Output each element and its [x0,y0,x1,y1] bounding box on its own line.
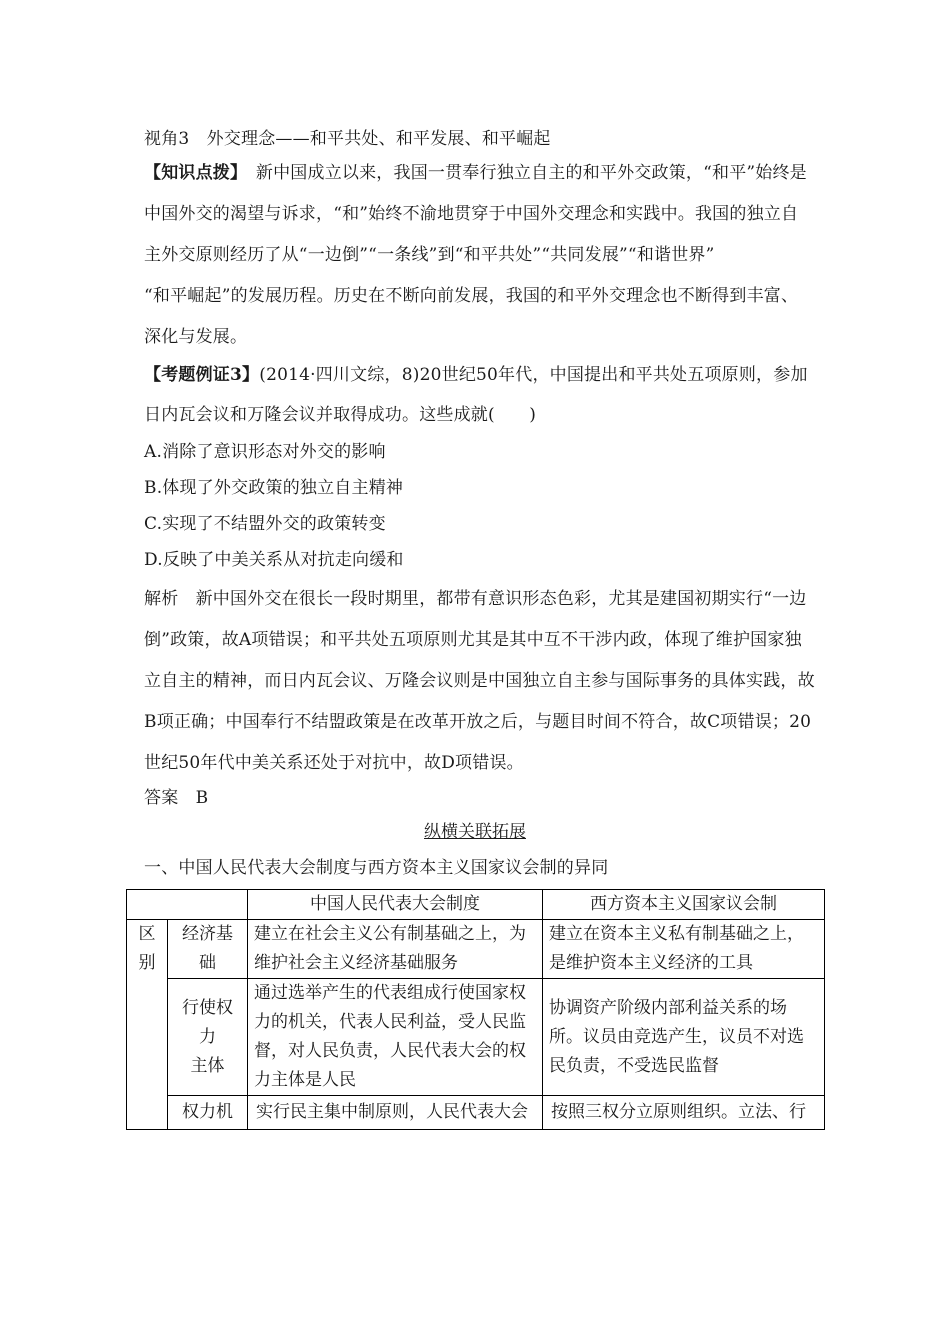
cell-west-power-organ: 按照三权分立原则组织。立法、行 [543,1096,825,1130]
analysis-line-2: 倒”政策，故A项错误；和平共处五项原则尤其是其中互不干涉内政，体现了维护国家独 [144,630,802,650]
knowledge-label: 【知识点拨】 [144,163,239,183]
table-row [127,1096,825,1130]
cell-china-power-subject: 通过选举产生的代表组成行使国家权 力的机关，代表人民利益，受人民监 督，对人民负责，人民代表大会的权 力主体是人民 [248,979,543,1096]
comparison-table [126,889,825,1130]
knowledge-line-1 [144,162,824,184]
analysis-line-5: 世纪50年代中美关系还处于对抗中，故D项错误。 [144,753,524,773]
example-label: 【考题例证3】 [144,365,260,385]
cell-west-power-subject: 协调资产阶级内部利益关系的场 所。议员由竞选产生，议员不对选 民负责，不受选民监督 [543,979,825,1096]
section-heading: 视角3 外交理念——和平共处、和平发展、和平崛起 [144,129,551,149]
option-d: D.反映了中美关系从对抗走向缓和 [144,550,404,570]
knowledge-line-2: 中国外交的渴望与诉求，“和”始终不渝地贯穿于中国外交理念和实践中。我国的独立自 [144,204,799,224]
row-label-economic-base: 经济基 础 [168,920,248,979]
knowledge-text: 新中国成立以来，我国一贯奉行独立自主的和平外交政策，“和平”始终是 [238,163,807,183]
header-west: 西方资本主义国家议会制 [543,890,825,920]
table-header-row [127,890,825,920]
knowledge-line-3: 主外交原则经历了从“一边倒”“一条线”到“和平共处”“共同发展”“和谐世界” [144,245,715,265]
comparison-subtitle: 一、中国人民代表大会制度与西方资本主义国家议会制的异同 [144,858,609,878]
cell-china-economic: 建立在社会主义公有制基础之上，为 维护社会主义经济基础服务 [248,920,543,979]
example-text: (2014·四川文综，8)20世纪50年代，中国提出和平共处五项原则，参加 [259,365,808,385]
knowledge-line-5: 深化与发展。 [144,327,248,347]
cell-west-economic: 建立在资本主义私有制基础之上， 是维护资本主义经济的工具 [543,920,825,979]
group-label-difference: 区 别 [127,920,168,1130]
answer: 答案 B [144,788,209,808]
option-b: B.体现了外交政策的独立自主精神 [144,478,404,498]
header-china: 中国人民代表大会制度 [248,890,543,920]
row-label-power-organ: 权力机 [168,1096,248,1130]
expansion-section-title: 纵横关联拓展 [424,822,526,842]
option-a: A.消除了意识形态对外交的影响 [144,442,386,462]
example-line-1 [144,364,824,386]
analysis-line-4: B项正确；中国奉行不结盟政策是在改革开放之后，与题目时间不符合，故C项错误；20 [144,712,812,732]
analysis-line-1: 解析 新中国外交在很长一段时期里，都带有意识形态色彩，尤其是建国初期实行“一边 [144,589,807,609]
example-line-2: 日内瓦会议和万隆会议并取得成功。这些成就( ) [144,405,537,425]
cell-china-power-organ: 实行民主集中制原则，人民代表大会 [248,1096,543,1130]
analysis-line-3: 立自主的精神，而日内瓦会议、万隆会议则是中国独立自主参与国际事务的具体实践，故 [144,671,815,691]
table-corner-cell [127,890,248,920]
row-label-power-subject: 行使权 力 主体 [168,979,248,1096]
knowledge-line-4: “和平崛起”的发展历程。历史在不断向前发展，我国的和平外交理念也不断得到丰富、 [144,286,799,306]
table-row [127,979,825,1096]
option-c: C.实现了不结盟外交的政策转变 [144,514,386,534]
table-row [127,920,825,979]
